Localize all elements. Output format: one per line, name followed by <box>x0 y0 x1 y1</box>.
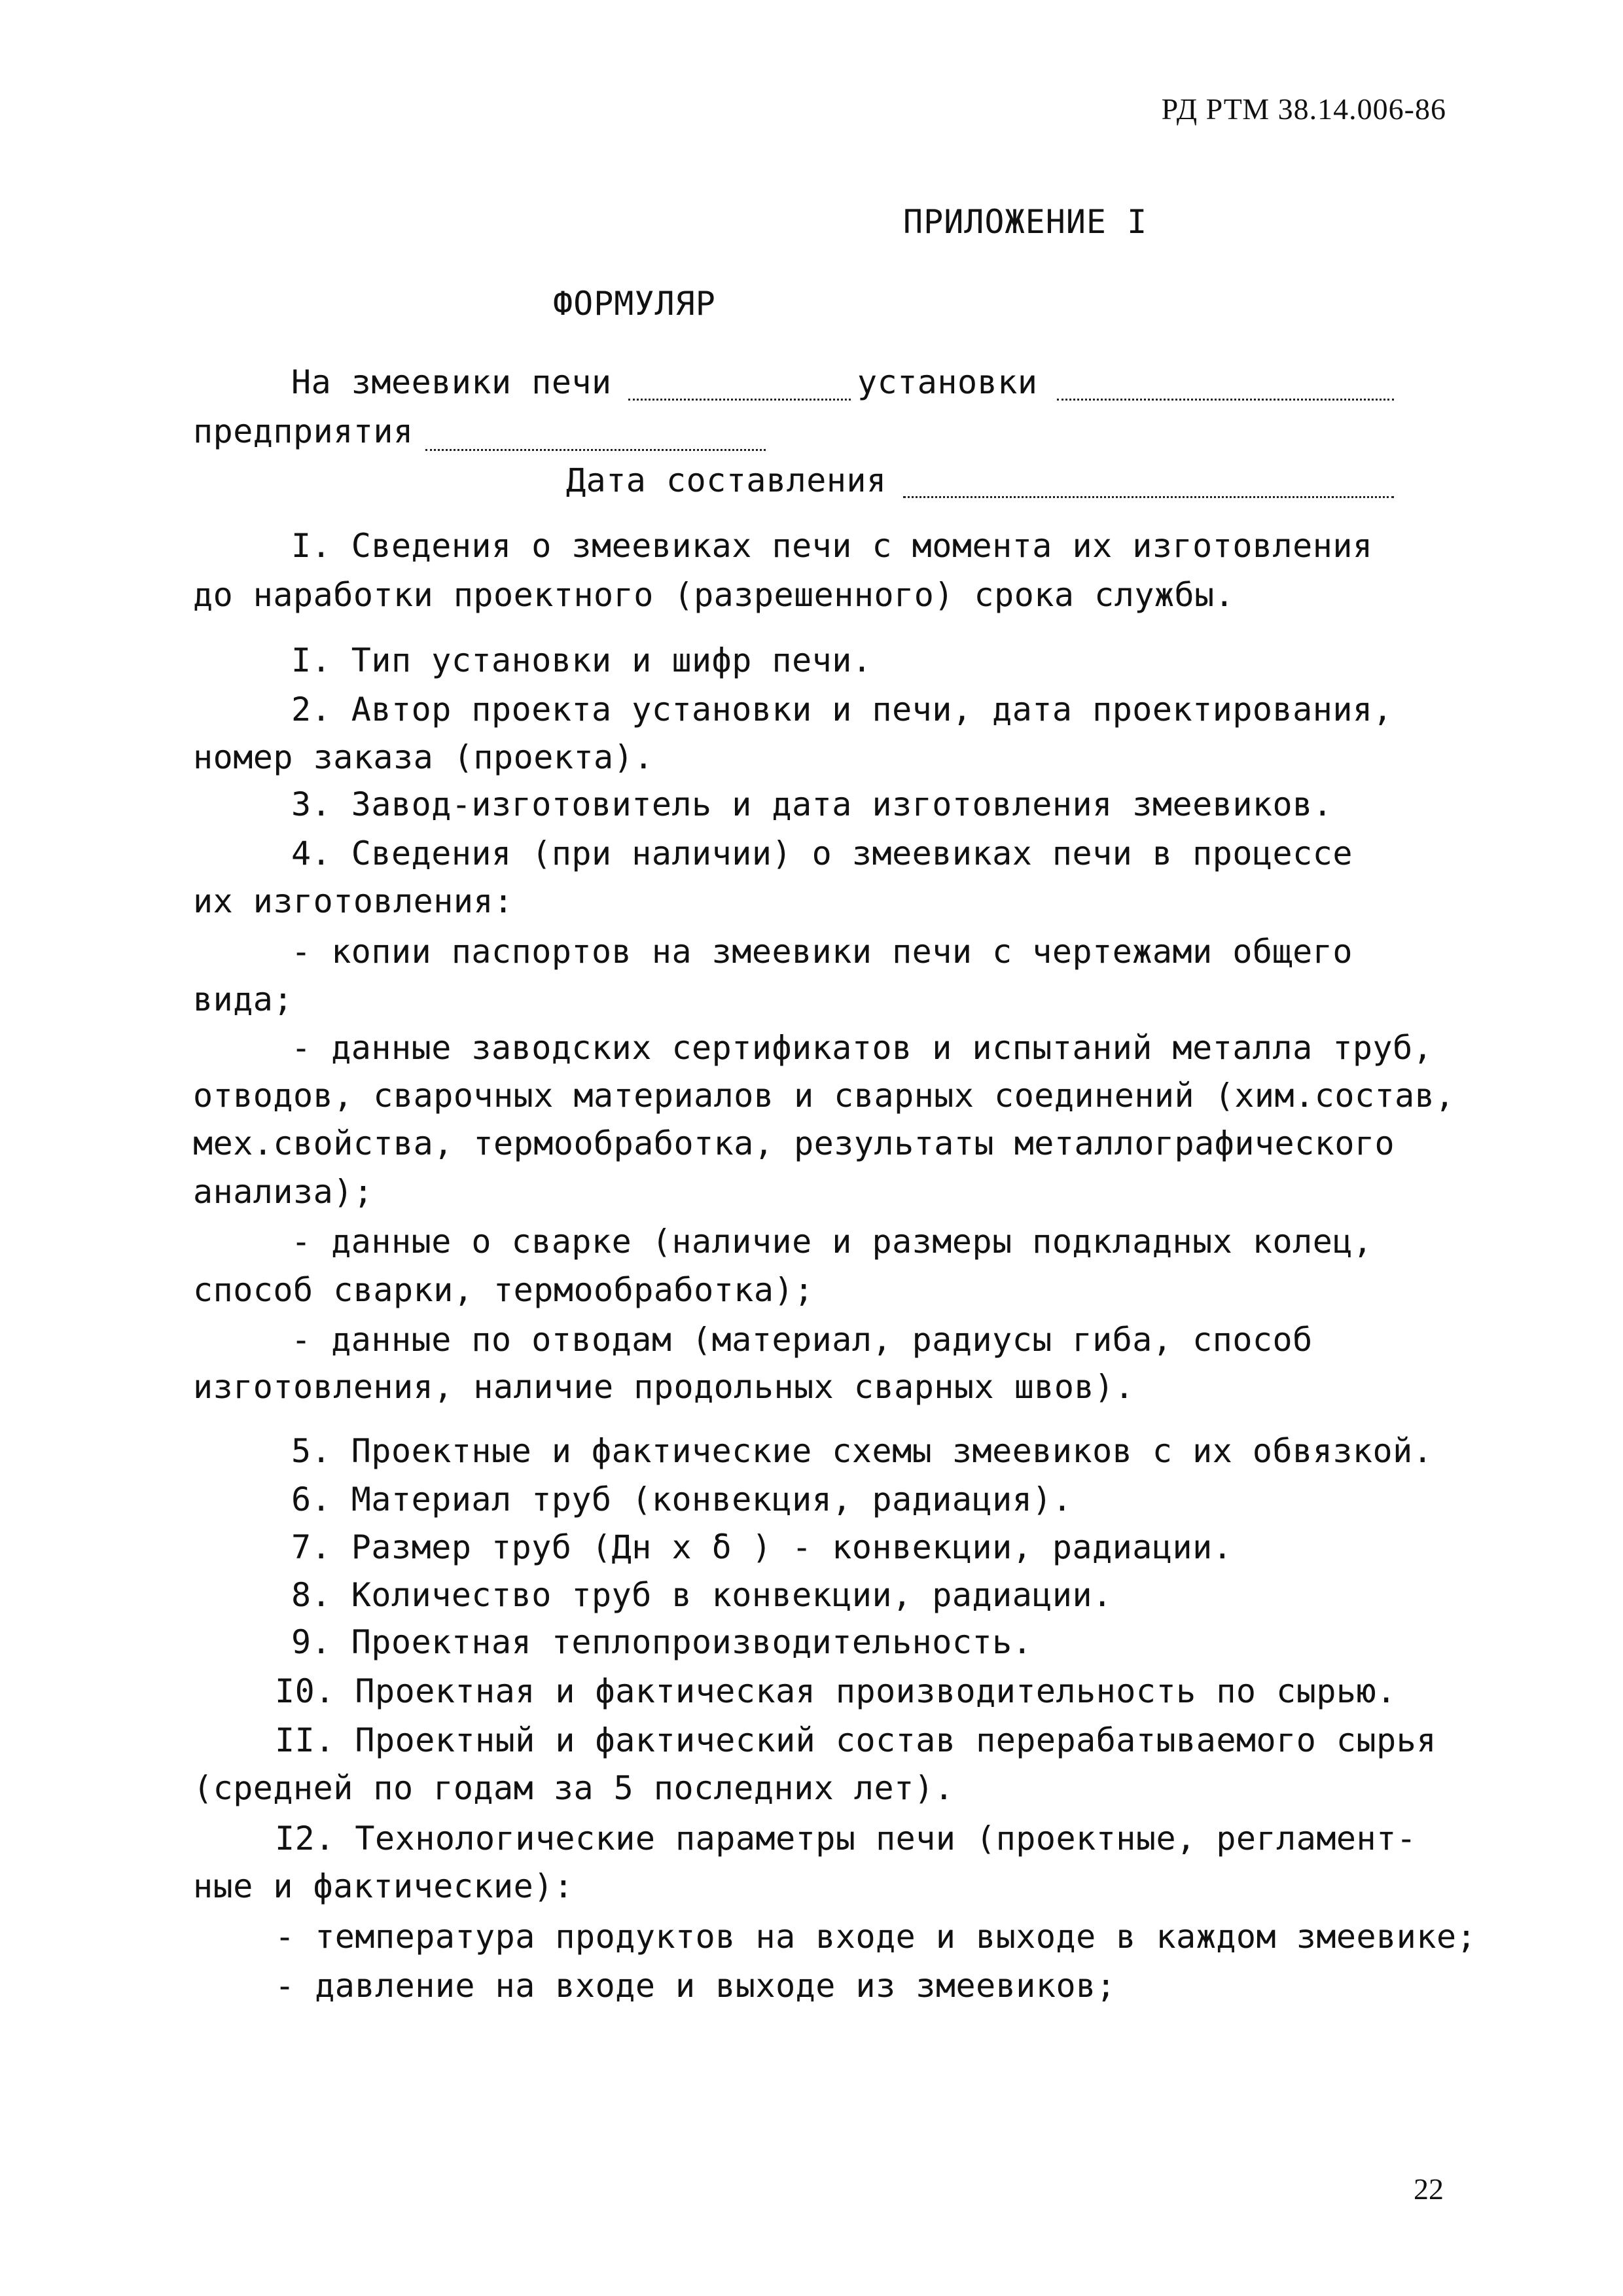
text-line: 3. Завод-изготовитель и дата изготовления змеевиков. <box>291 785 1333 823</box>
text-line: 8. Количество труб в конвекции, радиации. <box>291 1576 1113 1614</box>
text-line: изготовления, наличие продольных сварных швов). <box>193 1368 1135 1406</box>
text-line: анализа); <box>193 1173 374 1211</box>
page-number: 22 <box>1414 2172 1444 2206</box>
text-line: - данные заводских сертификатов и испытаний металла труб, <box>291 1029 1433 1067</box>
text-line: 9. Проектная теплопроизводительность. <box>291 1623 1033 1661</box>
text-line: их изготовления: <box>193 882 514 920</box>
text-line: - температура продуктов на входе и выходе в каждом змеевике; <box>275 1918 1477 1956</box>
enterprise-label: предприятия <box>193 412 414 450</box>
enterprise-fill-line <box>425 445 766 451</box>
text-line: - данные о сварке (наличие и размеры подкладных колец, <box>291 1223 1373 1261</box>
text-line: I. Сведения о змеевиках печи с момента их изготовления <box>291 527 1373 565</box>
text-line: 6. Материал труб (конвекция, радиация). <box>291 1480 1073 1518</box>
text-line: I. Тип установки и шифр печи. <box>291 641 872 679</box>
text-line: I0. Проектная и фактическая производительность по сырью. <box>275 1672 1397 1710</box>
unit-label: установки <box>857 363 1038 401</box>
text-line: 7. Размер труб (Дн х δ ) - конвекции, радиации. <box>291 1528 1233 1566</box>
text-line: (средней по годам за 5 последних лет). <box>193 1769 954 1807</box>
text-line: - давление на входе и выходе из змеевиков; <box>275 1967 1116 2005</box>
date-label: Дата составления <box>566 461 887 499</box>
coils-fill-line <box>628 395 851 401</box>
unit-fill-line <box>1057 395 1394 401</box>
text-line: мех.свойства, термообработка, результаты металлографического <box>193 1124 1395 1162</box>
document-code: РД РТМ 38.14.006-86 <box>1161 92 1446 126</box>
text-line: номер заказа (проекта). <box>193 738 654 776</box>
text-line: 4. Сведения (при наличии) о змеевиках печи в процессе <box>291 834 1353 872</box>
text-line: вида; <box>193 980 294 1018</box>
text-line: - данные по отводам (материал, радиусы гиба, способ <box>291 1321 1313 1359</box>
coils-label: На змеевики печи <box>291 363 612 401</box>
text-line: отводов, сварочных материалов и сварных соединений (хим.состав, <box>193 1077 1455 1115</box>
text-line: до наработки проектного (разрешенного) срока службы. <box>193 576 1235 614</box>
text-line: способ сварки, термообработка); <box>193 1271 814 1309</box>
text-line: I2. Технологические параметры печи (проектные, регламент- <box>275 1820 1417 1857</box>
text-line: ные и фактические): <box>193 1867 574 1905</box>
text-line: 2. Автор проекта установки и печи, дата проектирования, <box>291 691 1393 728</box>
appendix-title: ПРИЛОЖЕНИЕ I <box>903 203 1148 241</box>
date-fill-line <box>903 492 1394 498</box>
text-line: - копии паспортов на змеевики печи с чертежами общего <box>291 933 1353 971</box>
text-line: II. Проектный и фактический состав перерабатываемого сырья <box>275 1721 1436 1759</box>
text-line: 5. Проектные и фактические схемы змеевиков с их обвязкой. <box>291 1432 1433 1470</box>
form-title: ФОРМУЛЯР <box>553 285 716 323</box>
